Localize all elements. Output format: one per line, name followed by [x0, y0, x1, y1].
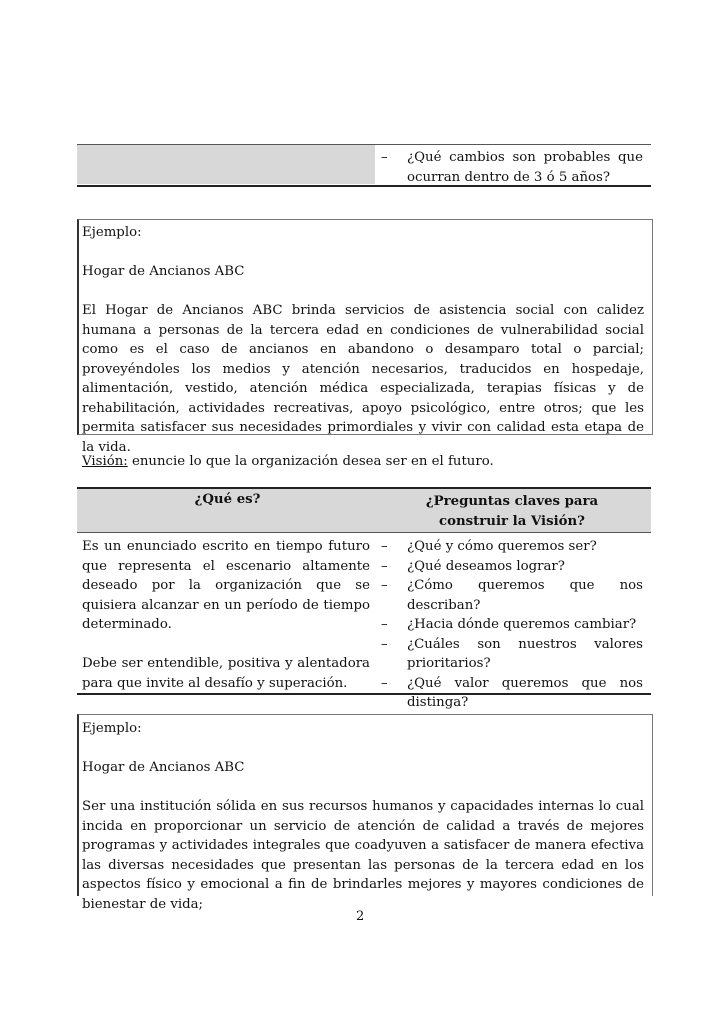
question-text: ¿Cómo queremos que nos describan?: [407, 578, 643, 613]
example-label: Ejemplo:: [82, 721, 142, 736]
list-item: [381, 615, 643, 635]
vision-heading: [82, 454, 642, 469]
list-item: [381, 635, 643, 674]
vision-definition: enuncie lo que la organización desea ser en el futuro.: [127, 454, 494, 469]
question-text: ¿Cuáles son nuestros valores prioritarios?: [407, 636, 643, 671]
list-item: [381, 576, 643, 615]
dash-bullet: –: [381, 578, 388, 593]
dash-bullet: –: [381, 539, 388, 554]
vision-table-bottom-border: [77, 693, 651, 695]
dash-bullet: –: [381, 636, 388, 652]
mision-example-content: [82, 223, 644, 457]
list-item: [381, 537, 643, 557]
question-text: ¿Hacia dónde queremos cambiar?: [407, 617, 637, 632]
vision-questions-cell: [381, 537, 643, 713]
col-header-preguntas: ¿Preguntas claves para construir la Visión?: [425, 494, 599, 529]
vision-questions-list: [381, 537, 643, 713]
dash-bullet: –: [381, 558, 388, 574]
example-body: El Hogar de Ancianos ABC brinda servicios de asistencia social con calidez humana a personas de la tercera edad en condiciones de vulnerabilidad social como es el caso de ancianos en abandono o desamparo total o parcial; proveyéndoles los medios y atención necesarios, traducidos en hospedaje, alimentación, vestido, atención médica especializada, terapias físicas y de rehabilitación, actividades recreativas, apoyo psicológico, entre otros; que les permita satisfacer sus necesidades primordiales y vivir con calidad esta etapa de la vida.: [82, 303, 644, 455]
vision-criteria: Debe ser entendible, positiva y alentadora para que invite al desafío y superación.: [82, 656, 370, 691]
question-text: ¿Qué valor queremos que nos distinga?: [407, 675, 643, 710]
example-body: Ser una institución sólida en sus recursos humanos y capacidades internas lo cual incida en proporcionar un servicio de atención de calidad a través de mejores programas y actividades integrales que coadyuven a satisfacer de manera efectiva las diversas necesidades que presentan las personas de la tercera edad en los aspectos físico y emocional a fin de brindarles mejores y mayores condiciones de bienestar de vida;: [82, 799, 644, 912]
dash-bullet: –: [381, 675, 388, 691]
vision-term: Visión:: [82, 454, 128, 469]
example-org: Hogar de Ancianos ABC: [82, 264, 245, 279]
dash-bullet: –: [381, 150, 388, 165]
dash-bullet: –: [381, 617, 388, 632]
vision-example-content: [82, 719, 644, 912]
page-number: 2: [356, 909, 365, 924]
vision-que-es-cell: [82, 537, 370, 693]
example-label: Ejemplo:: [82, 225, 142, 240]
col-header-que-es: ¿Qué es?: [194, 492, 261, 507]
top-question-text: ¿Qué cambios son probables que ocurran dentro de 3 ó 5 años?: [407, 150, 643, 185]
question-text: ¿Qué deseamos lograr?: [407, 558, 565, 574]
top-question-item: [381, 148, 643, 187]
question-text: ¿Qué y cómo queremos ser?: [407, 539, 597, 554]
vision-description: Es un enunciado escrito en tiempo futuro que representa el escenario altamente deseado por la organización que se quisiera alcanzar en un período de tiempo determinado.: [82, 539, 370, 632]
list-item: [381, 557, 643, 577]
example-org: Hogar de Ancianos ABC: [82, 760, 245, 775]
